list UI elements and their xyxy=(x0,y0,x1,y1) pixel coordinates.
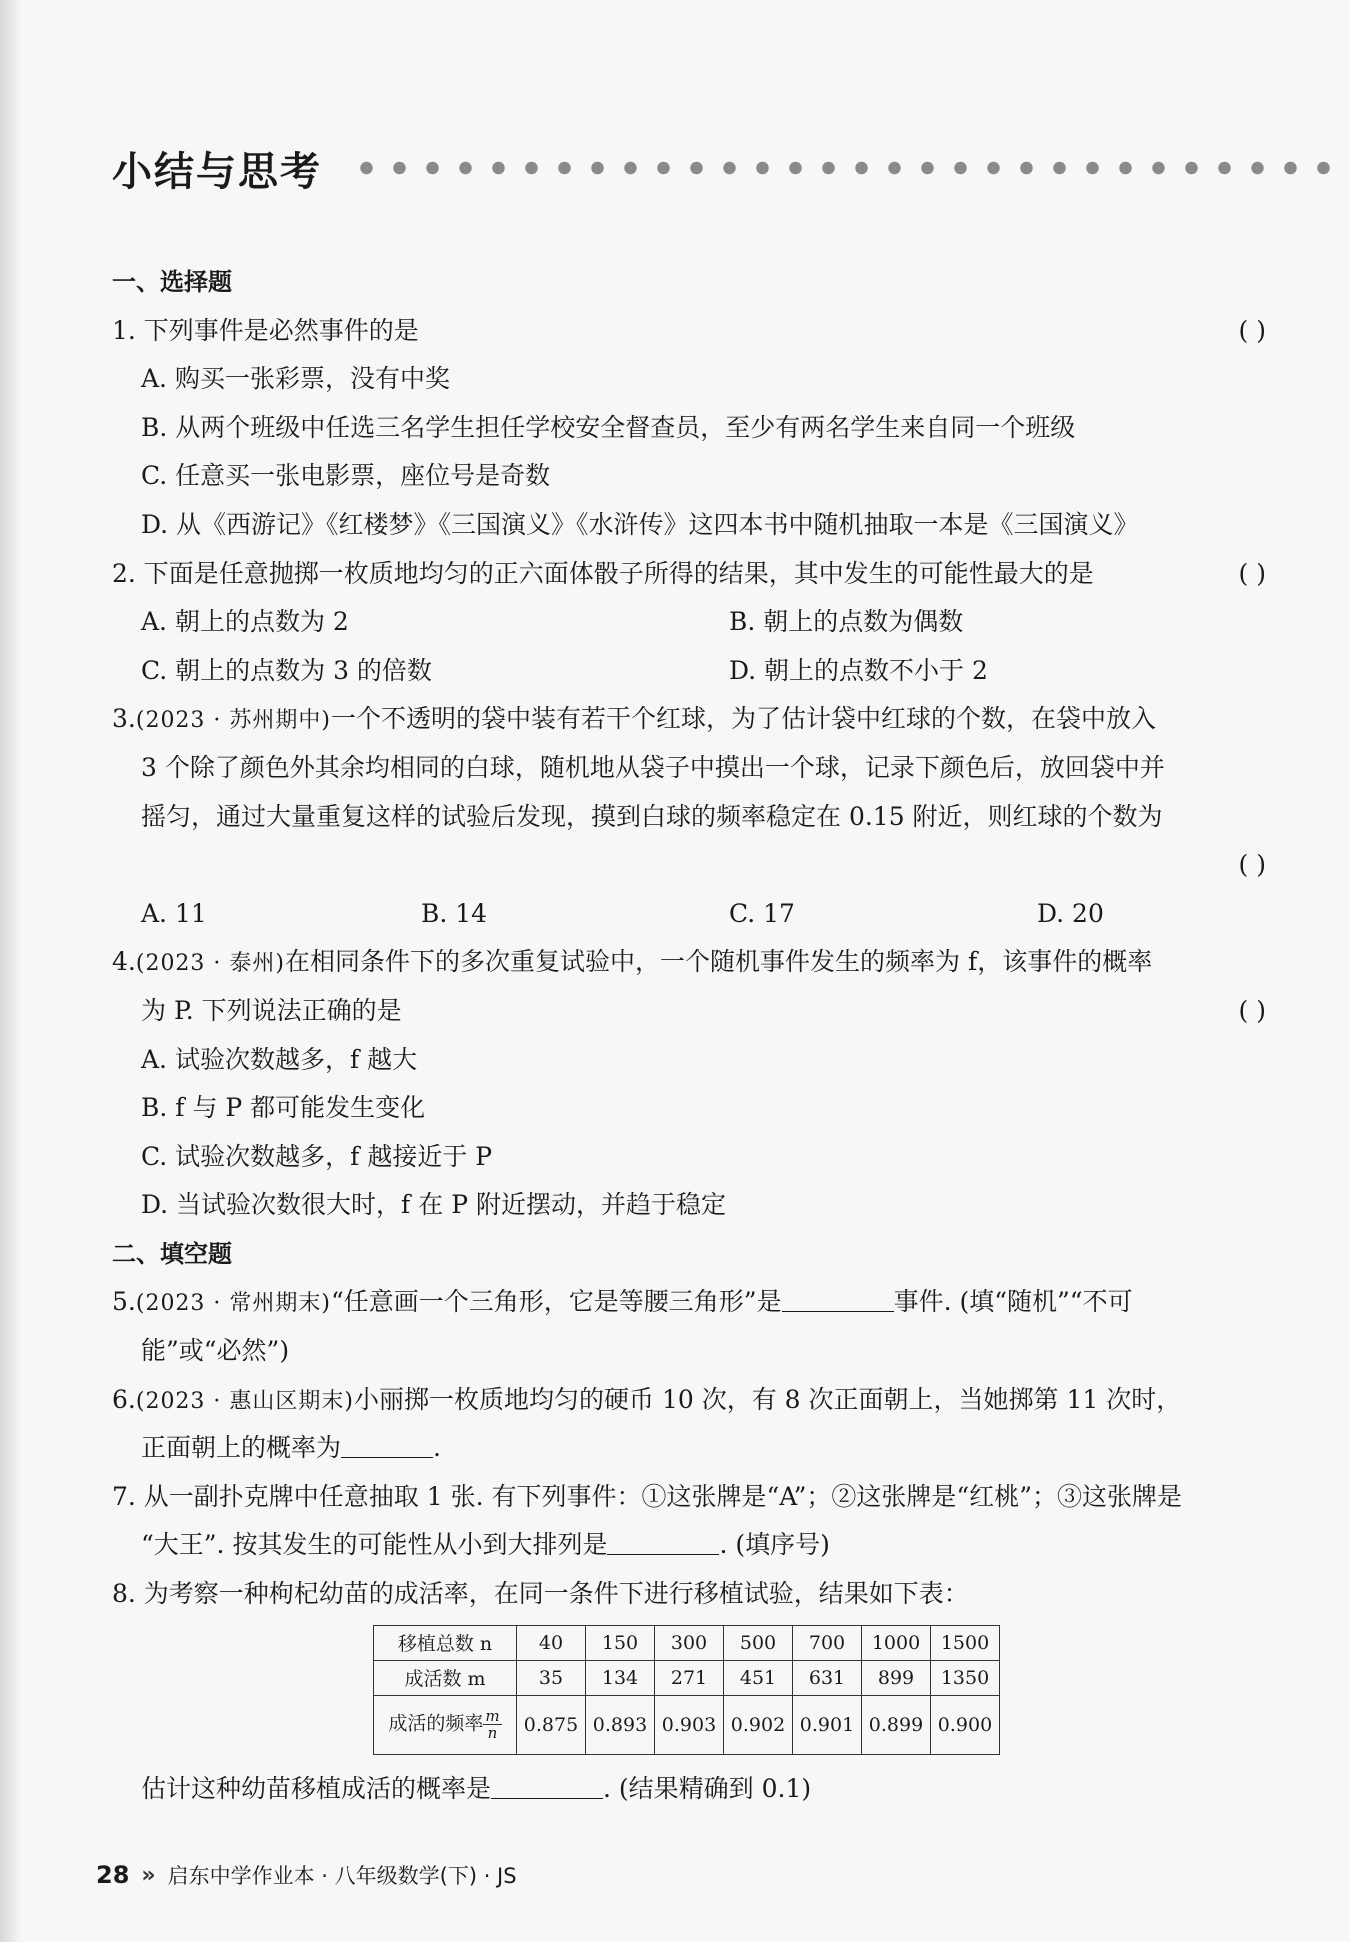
question-6-line-2: 正面朝上的概率为 . xyxy=(112,1424,1272,1473)
question-1-stem: 1. 下列事件是必然事件的是 ( ) xyxy=(112,307,1272,356)
table-row: 移植总数 n 40 150 300 500 700 1000 1500 xyxy=(374,1625,1000,1660)
table-row: 成活的频率 $\frac{m}{n}$ 0.875 0.893 0.903 0.902 0.901 0.899 0.900 xyxy=(374,1695,1000,1754)
question-4-line-1: 4.(2023 · 泰州)在相同条件下的多次重复试验中，一个随机事件发生的频率为 f，该事件的概率 xyxy=(112,947,1153,977)
answer-paren: ( ) xyxy=(1238,850,1266,880)
page-number: 28 xyxy=(96,1861,130,1889)
source-tag: (2023 · 常州期末) xyxy=(135,1291,331,1317)
question-5-line-1: 5.(2023 · 常州期末)“任意画一个三角形，它是等腰三角形”是 事件. (填“随机”“不可 xyxy=(112,1278,1272,1327)
q2-options-cd xyxy=(112,647,1272,696)
dotted-rule xyxy=(350,160,1342,176)
section-heading-choice: 一、选择题 xyxy=(112,268,232,296)
question-5-line-2: 能”或“必然”) xyxy=(141,1336,290,1366)
question-7-line-2: “大王”. 按其发生的可能性从小到大排列是 . (填序号) xyxy=(112,1521,1272,1570)
table-row: 成活数 m 35 134 271 451 631 899 1350 xyxy=(374,1660,1000,1695)
answer-blank[interactable] xyxy=(341,1427,433,1458)
section-heading-fill: 二、填空题 xyxy=(112,1239,232,1268)
q4-option-c: C. 试验次数越多，f 越接近于 P xyxy=(141,1141,493,1171)
answer-paren: ( ) xyxy=(1238,995,1266,1025)
q3-options xyxy=(112,890,1272,939)
question-3-paren-line xyxy=(112,841,1272,890)
table-row-header: 移植总数 n xyxy=(374,1625,517,1660)
section-header xyxy=(112,138,1342,198)
fraction-m-over-n: $\frac{m}{n}$ xyxy=(485,1707,500,1743)
q1-option-a: A. 购买一张彩票，没有中奖 xyxy=(141,364,450,394)
source-tag: (2023 · 惠山区期末) xyxy=(135,1388,354,1414)
answer-blank[interactable] xyxy=(782,1281,894,1312)
q2-options-ab xyxy=(112,598,1272,647)
question-4-line-2: 为 P. 下列说法正确的是 ( ) xyxy=(112,987,1272,1036)
q2-option-a: A. 朝上的点数为 2 xyxy=(141,607,349,637)
q3-option-c: C. 17 xyxy=(729,898,795,928)
question-3-line-1: 3.(2023 · 苏州期中)一个不透明的袋中装有若干个红球，为了估计袋中红球的个数，在袋中放入 xyxy=(112,704,1157,734)
page-footer xyxy=(96,1860,517,1890)
question-7-line-1: 7. 从一副扑克牌中任意抽取 1 张. 有下列事件：①这张牌是“A”；②这张牌是“红桃”；③这张牌是 xyxy=(112,1481,1182,1511)
q2-option-c: C. 朝上的点数为 3 的倍数 xyxy=(141,655,432,685)
double-chevron-icon: » xyxy=(141,1862,156,1888)
q1-option-b: B. 从两个班级中任选三名学生担任学校安全督查员，至少有两名学生来自同一个班级 xyxy=(141,412,1076,442)
q4-option-a: A. 试验次数越多，f 越大 xyxy=(141,1044,418,1074)
q2-option-b: B. 朝上的点数为偶数 xyxy=(729,607,964,637)
source-tag: (2023 · 苏州期中) xyxy=(135,708,331,734)
question-3-line-2: 3 个除了颜色外其余均相同的白球，随机地从袋子中摸出一个球，记录下颜色后，放回袋中并 xyxy=(141,752,1165,782)
question-2-stem: 2. 下面是任意抛掷一枚质地均匀的正六面体骰子所得的结果，其中发生的可能性最大的是 ( ) xyxy=(112,550,1272,599)
answer-paren: ( ) xyxy=(1238,558,1266,588)
table-row-header: 成活数 m xyxy=(374,1660,517,1695)
q4-option-d: D. 当试验次数很大时，f 在 P 附近摆动，并趋于稳定 xyxy=(141,1190,726,1220)
answer-paren: ( ) xyxy=(1238,315,1266,345)
q3-option-a: A. 11 xyxy=(141,898,207,928)
book-title: 启东中学作业本 · 八年级数学(下) · JS xyxy=(167,1864,517,1888)
q3-option-d: D. 20 xyxy=(1037,898,1104,928)
q3-option-b: B. 14 xyxy=(421,898,488,928)
answer-blank[interactable] xyxy=(607,1524,719,1555)
worksheet-content xyxy=(112,258,1272,1813)
page-edge-shadow xyxy=(0,0,22,1942)
question-6-line-1: 6.(2023 · 惠山区期末)小丽掷一枚质地均匀的硬币 10 次，有 8 次正面朝上，当她掷第 11 次时， xyxy=(112,1384,1182,1414)
page-title: 小结与思考 xyxy=(112,148,322,195)
q1-option-d: D. 从《西游记》《红楼梦》《三国演义》《水浒传》这四本书中随机抽取一本是《三国演义》 xyxy=(141,509,1139,539)
q2-option-d: D. 朝上的点数不小于 2 xyxy=(729,655,988,685)
question-8-line-1: 8. 为考察一种枸杞幼苗的成活率，在同一条件下进行移植试验，结果如下表： xyxy=(112,1579,969,1609)
answer-blank[interactable] xyxy=(491,1768,603,1799)
q1-option-c: C. 任意买一张电影票，座位号是奇数 xyxy=(141,461,551,491)
question-8-line-2: 估计这种幼苗移植成活的概率是 . (结果精确到 0.1) xyxy=(112,1765,1272,1814)
survival-rate-table xyxy=(373,1625,1000,1755)
table-row-header: 成活的频率 $\frac{m}{n}$ xyxy=(374,1695,517,1754)
q4-option-b: B. f 与 P 都可能发生变化 xyxy=(141,1093,426,1123)
question-3-line-3: 摇匀，通过大量重复这样的试验后发现，摸到白球的频率稳定在 0.15 附近，则红球的个数为 xyxy=(141,801,1163,831)
source-tag: (2023 · 泰州) xyxy=(135,951,285,977)
